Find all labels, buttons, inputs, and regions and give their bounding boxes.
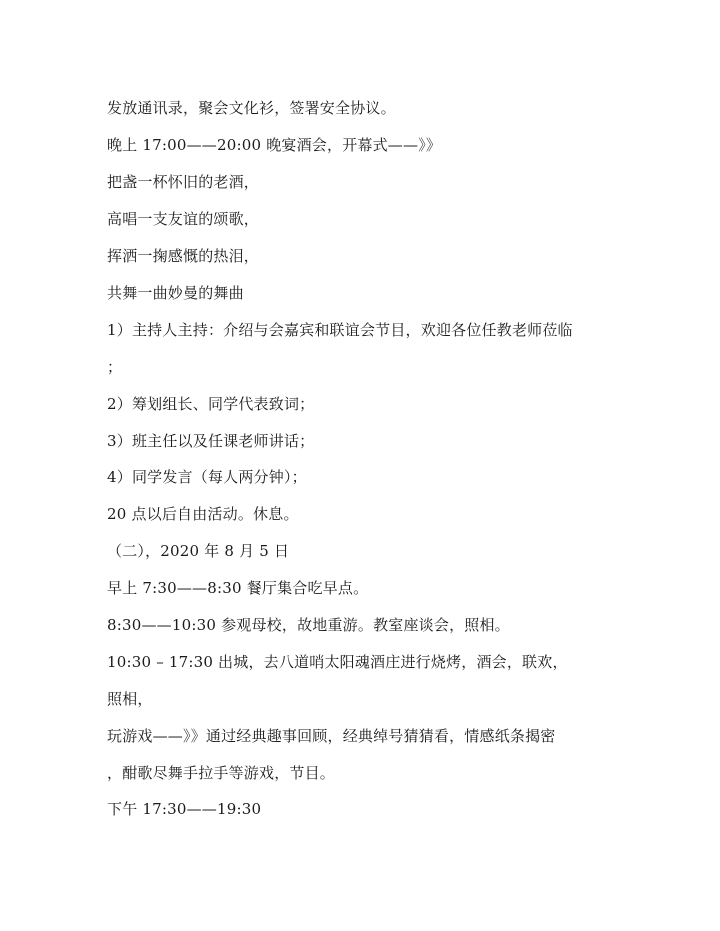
text-line: 3）班主任以及任课老师讲话；	[107, 432, 315, 450]
text-line: 8:30——10:30 参观母校，故地重游。教室座谈会，照相。	[107, 616, 510, 634]
text-line: 晚上 17:00——20:00 晚宴酒会，开幕式——》》	[107, 136, 442, 154]
text-line: 下午 17:30——19:30	[107, 800, 262, 818]
text-line: ，酣歌尽舞手拉手等游戏，节目。	[107, 764, 336, 782]
text-line: 10:30 – 17:30 出城，去八道哨太阳魂酒庄进行烧烤，酒会，联欢，	[107, 653, 568, 671]
text-line: 玩游戏——》》通过经典趣事回顾，经典绰号猜猜看，情感纸条揭密	[107, 727, 556, 745]
text-line: 共舞一曲妙曼的舞曲	[107, 284, 244, 302]
text-line: 挥洒一掬感慨的热泪，	[107, 247, 260, 265]
text-line: 照相，	[107, 690, 153, 708]
text-line: 把盏一杯怀旧的老酒，	[107, 173, 260, 191]
text-line: 早上 7:30——8:30 餐厅集合吃早点。	[107, 579, 369, 597]
text-line: ；	[107, 358, 123, 376]
text-line: 发放通讯录，聚会文化衫，签署安全协议。	[107, 99, 396, 117]
text-line: 20 点以后自由活动。休息。	[107, 505, 299, 523]
text-line: 高唱一支友谊的颂歌，	[107, 210, 260, 228]
text-line: （二），2020 年 8 月 5 日	[107, 542, 290, 560]
text-line: 1）主持人主持：介绍与会嘉宾和联谊会节目，欢迎各位任教老师莅临	[107, 321, 573, 339]
text-line: 2）筹划组长、同学代表致词；	[107, 395, 315, 413]
text-line: 4）同学发言（每人两分钟）；	[107, 468, 307, 486]
